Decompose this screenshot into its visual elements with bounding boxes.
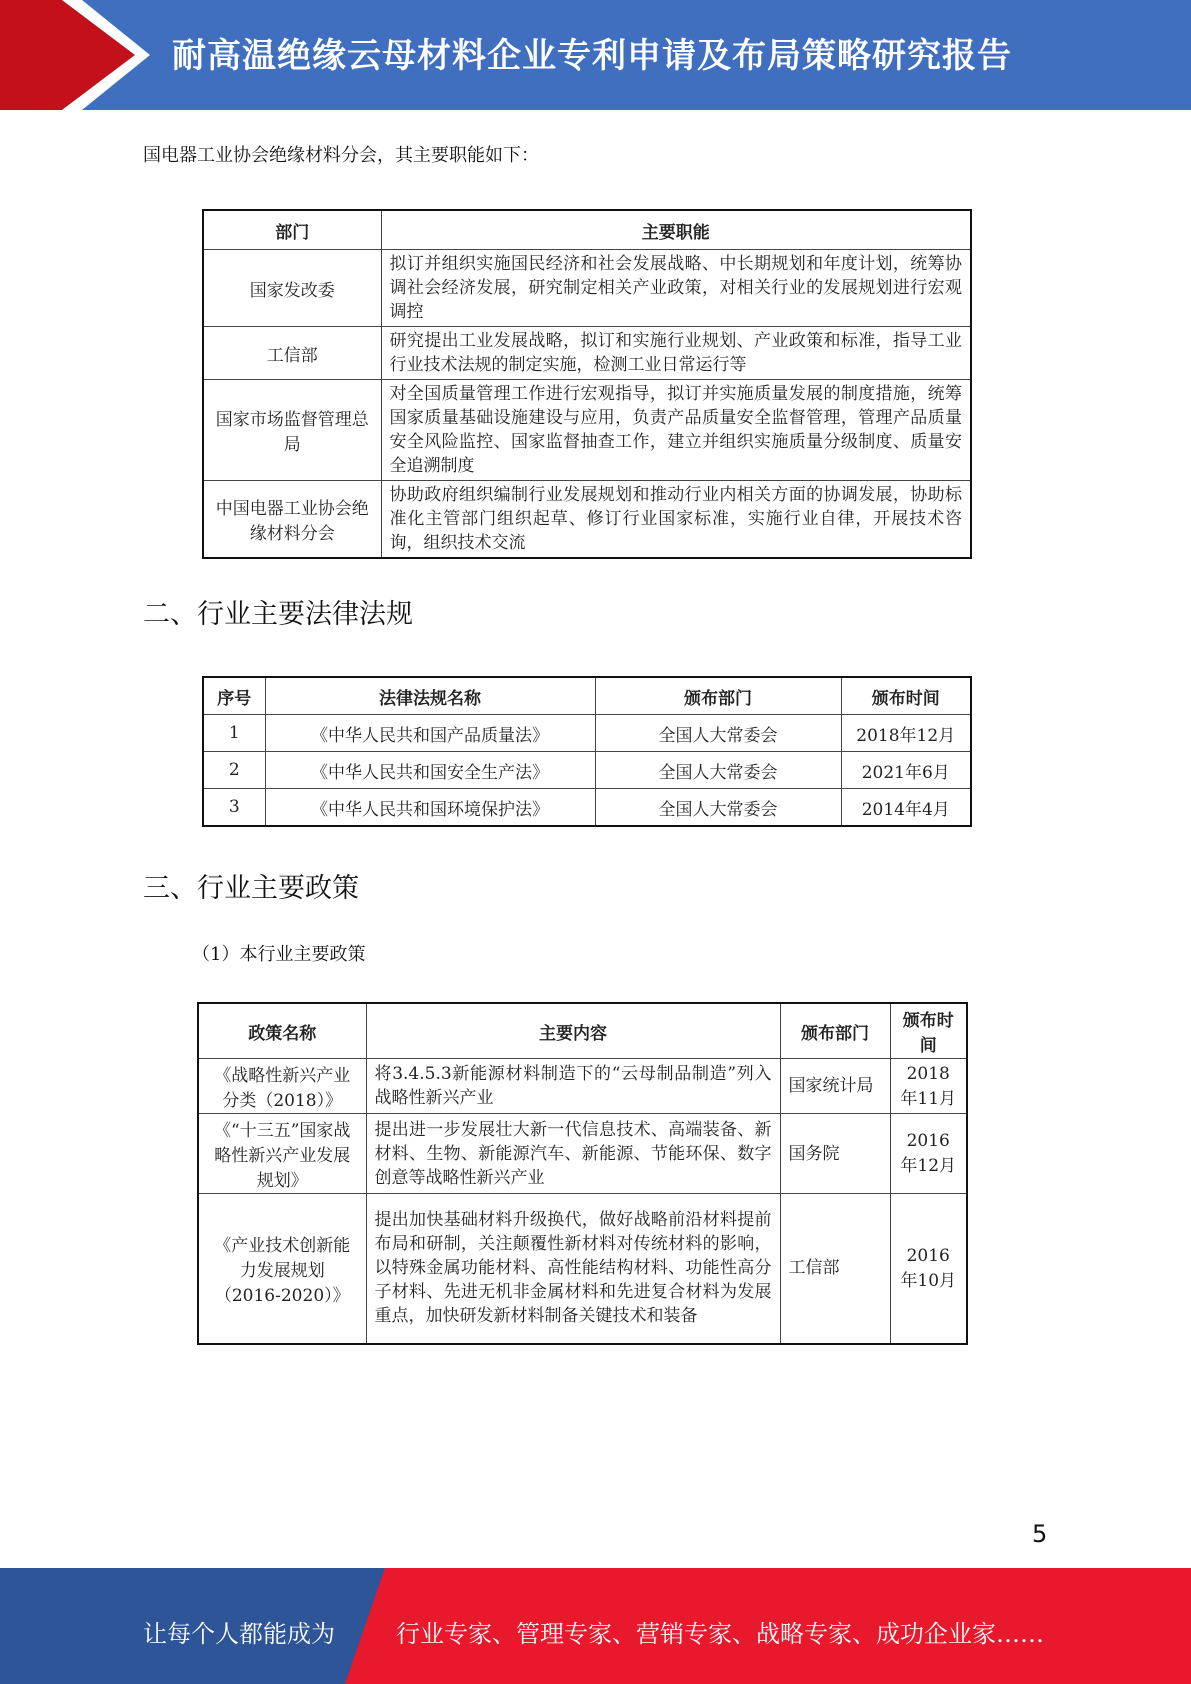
column-header: 法律法规名称 bbox=[265, 677, 595, 715]
column-header: 主要内容 bbox=[366, 1003, 780, 1059]
table-row bbox=[203, 789, 971, 827]
policy-content-cell: 提出加快基础材料升级换代，做好战略前沿材料提前布局和研制，关注颠覆性新材料对传统材料的影响，以特殊金属功能材料、高性能结构材料、功能性高分子材料、先进无机非金属材料和先进复合材料为发展重点，加快研发新材料制备关键技术和装备 bbox=[366, 1194, 780, 1344]
page-number: 5 bbox=[1032, 1520, 1048, 1548]
policy-name-cell: 《“十三五”国家战略性新兴产业发展规划》 bbox=[198, 1114, 366, 1194]
intro-text: 国电器工业协会绝缘材料分会，其主要职能如下： bbox=[143, 145, 539, 166]
department-cell: 国家发改委 bbox=[203, 250, 381, 327]
table-header-row bbox=[203, 677, 971, 715]
policy-content-cell: 提出进一步发展壮大新一代信息技术、高端装备、新材料、生物、新能源汽车、新能源、节能环保、数字创意等战略性新兴产业 bbox=[366, 1114, 780, 1194]
policy-name-cell: 《产业技术创新能力发展规划（2016-2020）》 bbox=[198, 1194, 366, 1344]
subsection-heading: （1）本行业主要政策 bbox=[192, 944, 366, 965]
function-cell: 协助政府组织编制行业发展规划和推动行业内相关方面的协调发展，协助标准化主管部门组织起草、修订行业国家标准，实施行业自律，开展技术咨询，组织技术交流 bbox=[381, 481, 971, 559]
issuer-cell: 全国人大常委会 bbox=[595, 715, 841, 752]
report-header bbox=[0, 0, 1191, 110]
policy-content-cell: 将3.4.5.3新能源材料制造下的“云母制品制造”列入战略性新兴产业 bbox=[366, 1059, 780, 1114]
column-header: 颁布时间 bbox=[841, 677, 971, 715]
column-header: 主要职能 bbox=[381, 210, 971, 250]
department-functions-table bbox=[202, 209, 972, 559]
footer-slogan-left: 让每个人都能成为 bbox=[143, 1620, 335, 1648]
law-name-cell: 《中华人民共和国产品质量法》 bbox=[265, 715, 595, 752]
column-header: 颁布部门 bbox=[595, 677, 841, 715]
issuer-cell: 全国人大常委会 bbox=[595, 752, 841, 789]
table-header-row bbox=[203, 210, 971, 250]
table-row bbox=[203, 250, 971, 327]
table-row bbox=[203, 327, 971, 380]
policies-table bbox=[197, 1002, 968, 1345]
issuer-cell: 国家统计局 bbox=[780, 1059, 890, 1114]
column-header: 部门 bbox=[203, 210, 381, 250]
index-cell: 3 bbox=[203, 789, 265, 827]
function-cell: 对全国质量管理工作进行宏观指导，拟订并实施质量发展的制度措施，统筹国家质量基础设施建设与应用，负责产品质量安全监督管理，管理产品质量安全风险监控、国家监督抽查工作，建立并组织实施质量分级制度、质量安全追溯制度 bbox=[381, 380, 971, 481]
issuer-cell: 工信部 bbox=[780, 1194, 890, 1344]
law-name-cell: 《中华人民共和国环境保护法》 bbox=[265, 789, 595, 827]
table-row bbox=[198, 1194, 967, 1344]
department-cell: 工信部 bbox=[203, 327, 381, 380]
header-red-arrow bbox=[0, 0, 150, 110]
function-cell: 研究提出工业发展战略，拟订和实施行业规划、产业政策和标准，指导工业行业技术法规的制定实施，检测工业日常运行等 bbox=[381, 327, 971, 380]
date-cell: 2021年6月 bbox=[841, 752, 971, 789]
report-title: 耐高温绝缘云母材料企业专利申请及布局策略研究报告 bbox=[172, 36, 1012, 76]
department-cell: 国家市场监督管理总局 bbox=[203, 380, 381, 481]
date-cell: 2016年12月 bbox=[890, 1114, 967, 1194]
law-name-cell: 《中华人民共和国安全生产法》 bbox=[265, 752, 595, 789]
column-header: 颁布时间 bbox=[890, 1003, 967, 1059]
department-cell: 中国电器工业协会绝缘材料分会 bbox=[203, 481, 381, 559]
footer-slogan-right: 行业专家、管理专家、营销专家、战略专家、成功企业家…… bbox=[396, 1620, 1044, 1648]
date-cell: 2016年10月 bbox=[890, 1194, 967, 1344]
index-cell: 2 bbox=[203, 752, 265, 789]
date-cell: 2014年4月 bbox=[841, 789, 971, 827]
table-row bbox=[203, 715, 971, 752]
table-row bbox=[203, 481, 971, 559]
laws-table bbox=[202, 676, 972, 827]
column-header: 序号 bbox=[203, 677, 265, 715]
table-row bbox=[203, 752, 971, 789]
column-header: 政策名称 bbox=[198, 1003, 366, 1059]
table-row bbox=[203, 380, 971, 481]
policy-name-cell: 《战略性新兴产业分类（2018）》 bbox=[198, 1059, 366, 1114]
table-header-row bbox=[198, 1003, 967, 1059]
section-heading-policies: 三、行业主要政策 bbox=[143, 873, 359, 904]
table-row bbox=[198, 1114, 967, 1194]
section-heading-laws: 二、行业主要法律法规 bbox=[143, 599, 413, 630]
table-row bbox=[198, 1059, 967, 1114]
column-header: 颁布部门 bbox=[780, 1003, 890, 1059]
index-cell: 1 bbox=[203, 715, 265, 752]
function-cell: 拟订并组织实施国民经济和社会发展战略、中长期规划和年度计划，统筹协调社会经济发展，研究制定相关产业政策，对相关行业的发展规划进行宏观调控 bbox=[381, 250, 971, 327]
date-cell: 2018年12月 bbox=[841, 715, 971, 752]
date-cell: 2018年11月 bbox=[890, 1059, 967, 1114]
issuer-cell: 全国人大常委会 bbox=[595, 789, 841, 827]
issuer-cell: 国务院 bbox=[780, 1114, 890, 1194]
